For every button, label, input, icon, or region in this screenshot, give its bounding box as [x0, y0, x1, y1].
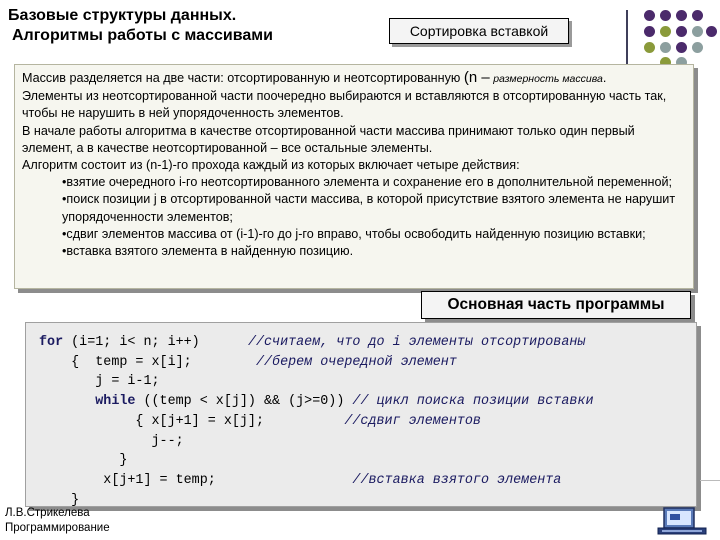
decorative-line: [700, 480, 720, 481]
dot: [660, 10, 671, 21]
description-intro: Массив разделяется на две части: отсортированную и неотсортированную (n – размерность массива.: [22, 69, 607, 86]
computer-icon: [656, 506, 708, 536]
dot: [692, 10, 703, 21]
step-item: •сдвиг элементов массива от (i-1)-го до j-го вправо, чтобы освободить найденную позицию вставки;: [62, 226, 646, 241]
description-paragraph: Алгоритм состоит из (n-1)-го прохода каждый из которых включает четыре действия:: [22, 158, 520, 173]
topic-label: Сортировка вставкой: [389, 18, 569, 44]
dot: [644, 26, 655, 37]
step-item: •поиск позиции j в отсортированной части массива, в которой присутствие взятого элемента не нарушит упорядоченности элементов;: [62, 192, 676, 224]
description-paragraph: Элементы из неотсортированной части поочередно выбираются и вставляются в отсортированную часть так, чтобы не нарушить в ней упорядоченность элементов.: [22, 89, 667, 121]
footer-credits: [5, 506, 110, 536]
dot: [676, 42, 687, 53]
code-listing: for (i=1; i< n; i++) //считаем, что до i элементы отсортированы { temp = x[i]; //берем очередной элемент j = i-1; while ((temp < x[j]) && (j>=0)) // цикл поиска позиции вставки { x[j+1] = x[j]; //сдвиг элементов j--; } x[j+1] = temp; //вставка взятого элемента }: [39, 335, 594, 508]
algorithm-description: [14, 64, 694, 289]
dot: [676, 26, 687, 37]
description-paragraph: В начале работы алгоритма в качестве отсортированной части массива принимают только один первый элемент, а в качестве неотсортированной – все остальные элементы.: [22, 123, 635, 155]
code-block: [25, 322, 697, 507]
title-line-1: Базовые структуры данных.: [8, 7, 237, 24]
decorative-divider: [626, 10, 628, 70]
course-name: Программирование: [5, 522, 110, 534]
author-name: Л.В.Стрикелева: [5, 507, 90, 519]
dot: [676, 10, 687, 21]
dot: [692, 42, 703, 53]
title-line-2: Алгоритмы работы с массивами: [12, 27, 273, 44]
main-program-label: Основная часть программы: [421, 291, 691, 319]
dot: [660, 26, 671, 37]
slide-title: [8, 6, 273, 46]
dot: [660, 42, 671, 53]
step-item: •вставка взятого элемента в найденную позицию.: [62, 244, 354, 259]
dot: [644, 10, 655, 21]
dot: [644, 42, 655, 53]
dot: [706, 26, 717, 37]
step-item: •взятие очередного i-го неотсортированного элемента и сохранение его в дополнительной переменной;: [62, 175, 673, 190]
decorative-dot-grid: [640, 8, 716, 68]
dot: [692, 26, 703, 37]
